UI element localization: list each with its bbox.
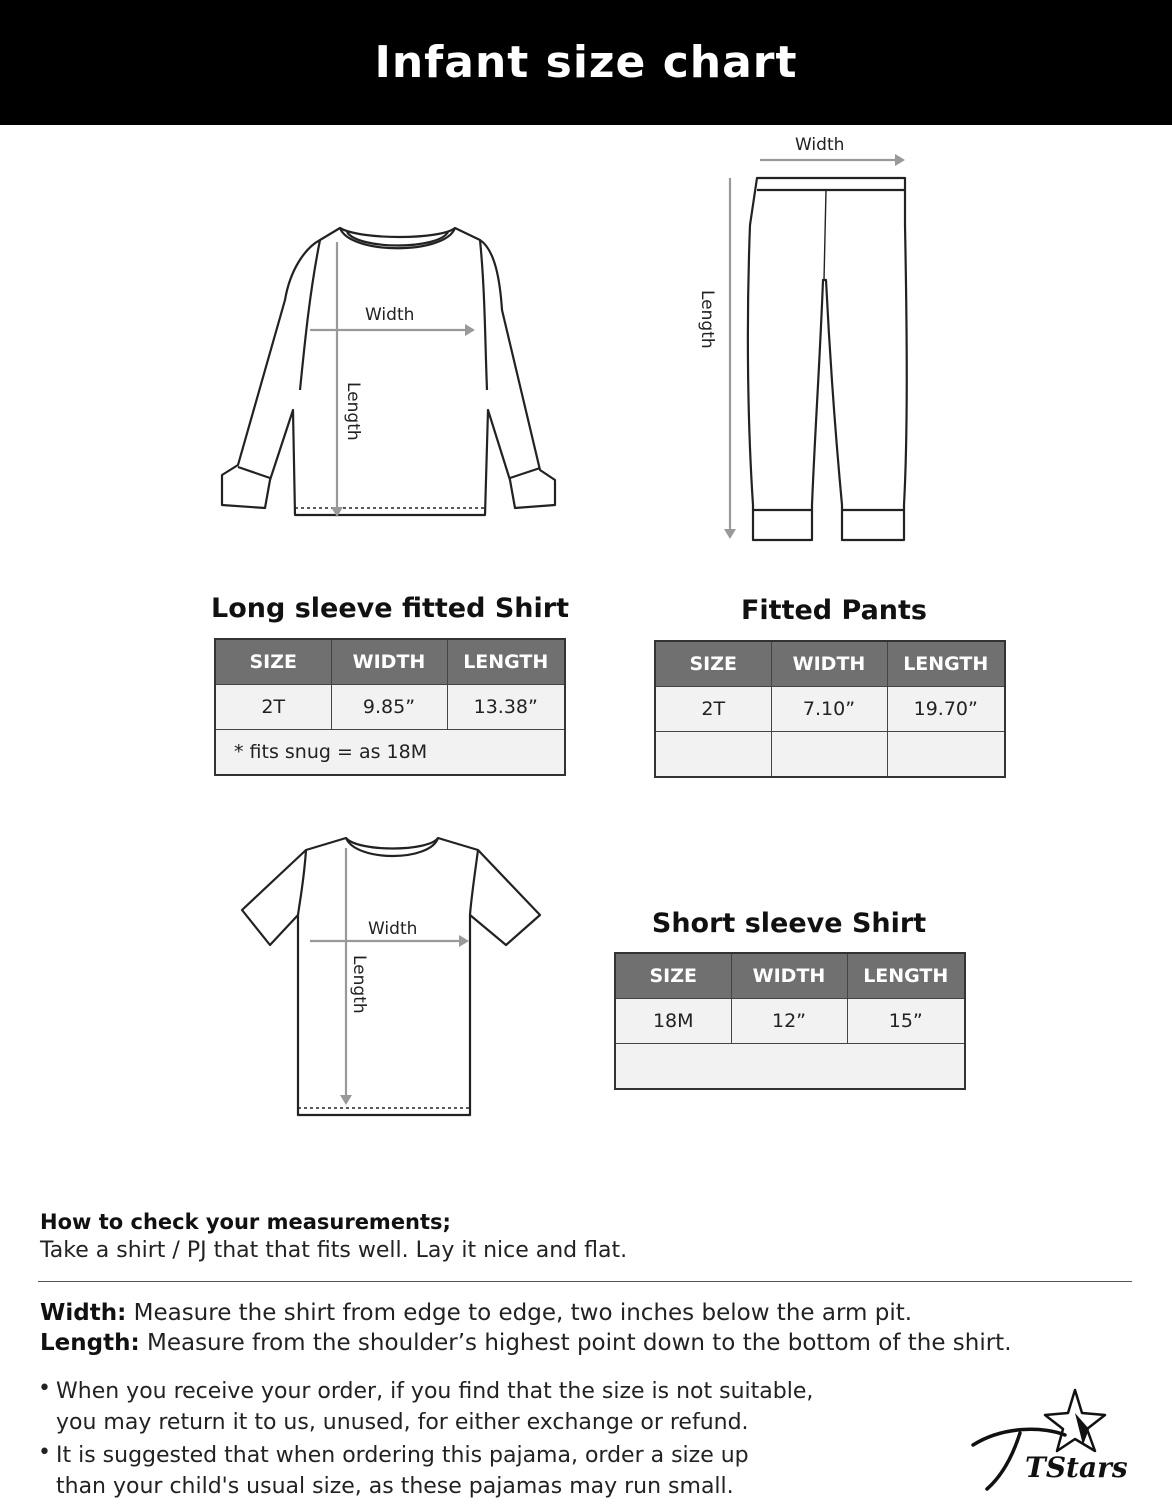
bullet-line: than your child's usual size, as these pajamas may run small. (56, 1474, 734, 1499)
bullet-icon: • (38, 1376, 51, 1401)
size-cell: 2T (655, 687, 771, 732)
howto-heading: How to check your measurements; (40, 1210, 451, 1234)
howto-section (40, 1210, 1140, 1263)
width-term: Width: (40, 1300, 127, 1326)
length-term: Length: (40, 1330, 140, 1356)
length-definition (40, 1330, 1150, 1356)
width-cell: 7.10” (771, 687, 887, 732)
header-bar (0, 0, 1172, 125)
length-cell: 13.38” (447, 685, 565, 730)
table-note-row (215, 730, 565, 776)
width-cell: 9.85” (331, 685, 447, 730)
logo-text: TStars (1025, 1451, 1128, 1484)
definitions (40, 1300, 1150, 1360)
table-header-row (215, 639, 565, 685)
column-header-size: SIZE (655, 641, 771, 687)
empty-cell (615, 1044, 965, 1090)
column-header-size: SIZE (615, 953, 731, 999)
table-row (655, 732, 1005, 778)
column-header-width: WIDTH (331, 639, 447, 685)
bullet-icon: • (38, 1440, 51, 1465)
column-header-length: LENGTH (847, 953, 965, 999)
table-row (655, 687, 1005, 732)
length-cell: 19.70” (887, 687, 1005, 732)
bullet-line: When you receive your order, if you find that the size is not suitable, (56, 1379, 814, 1404)
table-header-row (615, 953, 965, 999)
width-cell (771, 732, 887, 778)
short-sleeve-table-title: Short sleeve Shirt (651, 908, 927, 939)
pants-width-label: Width (795, 135, 845, 155)
length-cell: 15” (847, 999, 965, 1044)
bullet-line: It is suggested that when ordering this pajama, order a size up (56, 1443, 749, 1468)
list-item (38, 1376, 918, 1438)
column-header-length: LENGTH (887, 641, 1005, 687)
size-cell: 2T (215, 685, 331, 730)
long-sleeve-shirt-icon (210, 210, 570, 530)
long-sleeve-length-label: Length (343, 382, 363, 441)
divider (38, 1281, 1132, 1282)
howto-text: Take a shirt / PJ that that fits well. Lay it nice and flat. (40, 1238, 628, 1263)
column-header-length: LENGTH (447, 639, 565, 685)
star-logo-icon (965, 1385, 1128, 1495)
long-sleeve-width-label: Width (365, 305, 415, 325)
notes-list (38, 1376, 918, 1504)
column-header-size: SIZE (215, 639, 331, 685)
size-cell (655, 732, 771, 778)
page-title: Infant size chart (374, 37, 798, 88)
bullet-line: you may return it to us, unused, for either exchange or refund. (56, 1410, 749, 1435)
pants-icon (690, 130, 920, 550)
column-header-width: WIDTH (771, 641, 887, 687)
column-header-width: WIDTH (731, 953, 847, 999)
list-item (38, 1440, 918, 1502)
long-sleeve-shirt-diagram (210, 210, 570, 530)
width-text: Measure the shirt from edge to edge, two inches below the arm pit. (126, 1300, 913, 1326)
length-cell (887, 732, 1005, 778)
pants-length-label: Length (697, 290, 717, 349)
short-sleeve-width-label: Width (368, 919, 418, 939)
short-sleeve-shirt-icon (238, 830, 548, 1125)
short-sleeve-size-table (614, 952, 966, 1090)
pants-table-title: Fitted Pants (740, 595, 928, 626)
table-row (215, 685, 565, 730)
width-cell: 12” (731, 999, 847, 1044)
width-definition (40, 1300, 1150, 1326)
long-sleeve-table-title: Long sleeve fitted Shirt (211, 593, 569, 624)
length-text: Measure from the shoulder’s highest point down to the bottom of the shirt. (139, 1330, 1012, 1356)
short-sleeve-length-label: Length (349, 955, 369, 1014)
size-cell: 18M (615, 999, 731, 1044)
pants-diagram (690, 130, 920, 550)
fit-note: * fits snug = as 18M (215, 730, 565, 776)
long-sleeve-size-table (214, 638, 566, 776)
pants-size-table (654, 640, 1006, 778)
table-row (615, 999, 965, 1044)
table-header-row (655, 641, 1005, 687)
short-sleeve-shirt-diagram (238, 830, 548, 1125)
table-row (615, 1044, 965, 1090)
brand-logo (965, 1385, 1128, 1495)
